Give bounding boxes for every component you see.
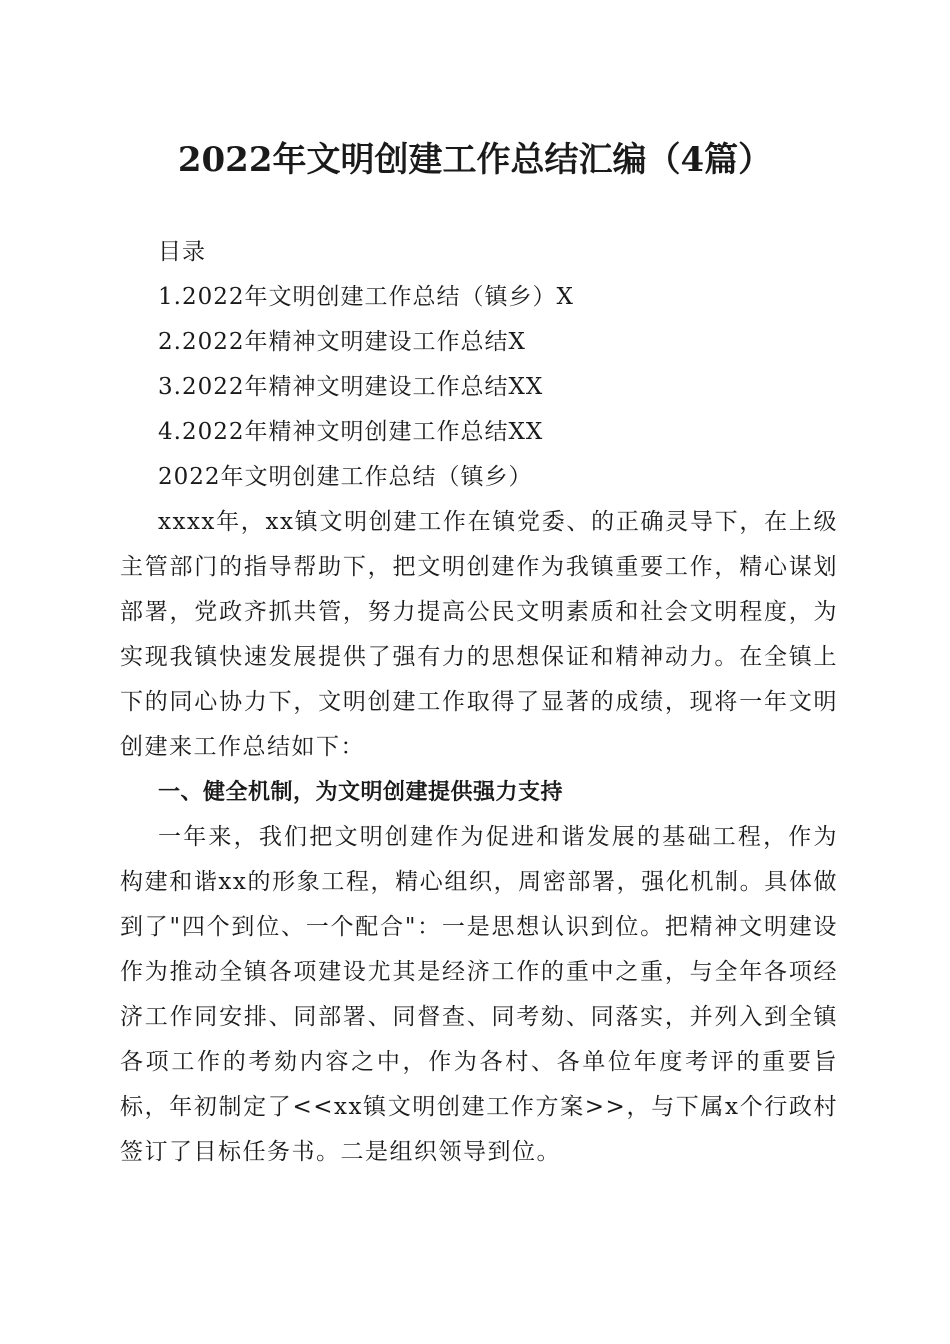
body-paragraph: 一年来，我们把文明创建作为促进和谐发展的基础工程，作为构建和谐xx的形象工程，精心组织，周密部署，强化机制。具体做到了"四个到位、一个配合"：一是思想认识到位。把精神文明建设作为推动全镇各项建设尤其是经济工作的重中之重，与全年各项经济工作同安排、同部署、同督查、同考劾、同落实，并列入到全镇各项工作的考劾内容之中，作为各村、各单位年度考评的重要旨标，年初制定了<<xx镇文明创建工作方案>>，与下属x个行政村签订了目标任务书。二是组织领导到位。: [120, 824, 838, 1165]
table-of-contents: [158, 230, 858, 500]
article-title: 2022年文明创建工作总结（镇乡）: [158, 464, 533, 490]
document-title: 2022年文明创建工作总结汇编（4篇）: [177, 140, 773, 180]
toc-item: 3.2022年精神文明建设工作总结XX: [158, 374, 544, 400]
section-heading: 一、健全机制，为文明创建提供强力支持: [158, 780, 564, 805]
toc-item: 1.2022年文明创建工作总结（镇乡）X: [158, 284, 574, 310]
document-body: [120, 500, 838, 1175]
toc-item: 4.2022年精神文明创建工作总结XX: [158, 419, 544, 445]
toc-label: 目录: [158, 239, 206, 265]
body-paragraph: xxxx年，xx镇文明创建工作在镇党委、的正确灵导下，在上级主管部门的指导帮助下，把文明创建作为我镇重要工作，精心谋划部署，党政齐抓共管，努力提高公民文明素质和社会文明程度，为实现我镇快速发展提供了强有力的思想保证和精神动力。在全镇上下的同心协力下，文明创建工作取得了显著的成绩，现将一年文明创建来工作总结如下：: [120, 509, 838, 760]
toc-item: 2.2022年精神文明建设工作总结X: [158, 329, 526, 355]
